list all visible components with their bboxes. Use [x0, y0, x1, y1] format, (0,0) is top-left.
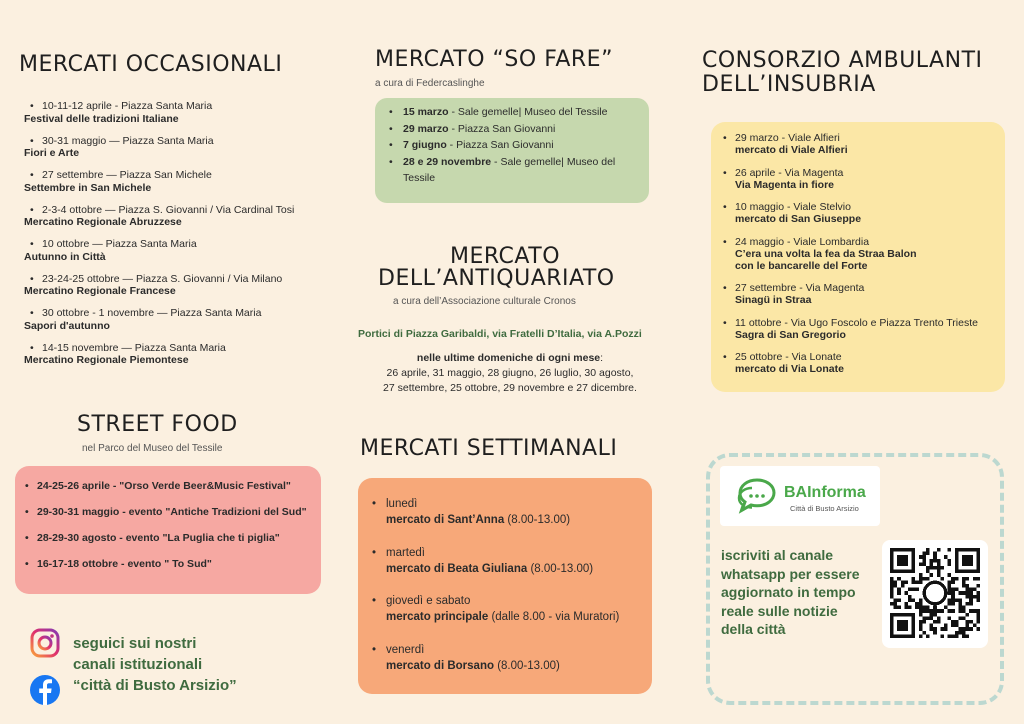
consorzio-event-name: Via Magenta in fiore	[735, 178, 834, 191]
consorzio-event-when: • 25 ottobre - Via Lonate	[735, 351, 842, 363]
settimanali-day: • venerdì	[386, 642, 644, 658]
whatsapp-qr-code[interactable]	[882, 540, 988, 648]
settimanali-box	[358, 478, 652, 694]
consorzio-event-when: • 24 maggio - Viale Lombardia	[735, 235, 870, 248]
sofare-item-date: 7 giugno	[403, 139, 447, 151]
streetfood-subtitle: nel Parco del Museo del Tessile	[82, 443, 223, 454]
social-line-2: canali istituzionali	[73, 656, 203, 673]
sofare-item	[403, 154, 639, 187]
occasionali-event-name: Mercatino Regionale Abruzzese	[24, 216, 182, 228]
streetfood-title: STREET FOOD	[77, 412, 238, 437]
consorzio-title-2: DELL’INSUBRIA	[702, 72, 876, 97]
settimanali-day: • lunedì	[386, 496, 644, 512]
occasionali-event	[24, 307, 344, 332]
streetfood-item: • 29-30-31 maggio - evento "Antiche Tradizioni del Sud"	[37, 506, 313, 518]
sofare-item-place: - Sale gemelle| Museo del Tessile	[403, 155, 616, 184]
bainforma-logo[interactable]	[720, 466, 880, 526]
consorzio-event	[735, 317, 995, 341]
occasionali-event-name: Sapori d'autunno	[24, 319, 110, 332]
settimanali-desc	[386, 609, 644, 625]
settimanali-title: MERCATI SETTIMANALI	[360, 436, 618, 461]
settimanali-desc	[386, 512, 644, 528]
occasionali-event-when: • 10 ottobre — Piazza Santa Maria	[24, 238, 344, 251]
sofare-item-date: 15 marzo	[403, 106, 449, 118]
occasionali-event-name: Fiori e Arte	[24, 147, 80, 159]
settimanali-market: mercato principale	[386, 611, 489, 623]
occasionali-event-name: Mercatino Regionale Piemontese	[24, 354, 189, 366]
sofare-item-place: - Sale gemelle| Museo del Tessile	[448, 106, 608, 118]
occasionali-event	[24, 204, 344, 229]
settimanali-desc	[386, 658, 644, 674]
bainforma-text-1: iscriviti al canale	[721, 547, 834, 563]
sofare-item	[403, 104, 639, 121]
sofare-item	[403, 121, 639, 138]
streetfood-box	[15, 466, 321, 594]
social-text	[73, 633, 237, 696]
settimanali-desc	[386, 561, 644, 577]
consorzio-event-name: C’era una volta la fea da Straa Balon	[735, 247, 917, 260]
settimanali-item	[386, 496, 644, 528]
antiquariato-title-2: DELL’ANTIQUARIATO	[378, 266, 615, 291]
settimanali-day: • martedì	[386, 545, 644, 561]
bainforma-text-5: della città	[721, 621, 786, 637]
bainforma-text-4: reale sulle notizie	[721, 602, 838, 619]
settimanali-item	[386, 545, 644, 577]
consorzio-event-when: • 27 settembre - Via Magenta	[735, 282, 865, 294]
consorzio-event-name: mercato di Via Lonate	[735, 363, 844, 375]
consorzio-event	[735, 167, 995, 191]
occasionali-event-when: • 2-3-4 ottobre — Piazza S. Giovanni / Via Cardinal Tosi	[24, 204, 344, 217]
sofare-item-place: - Piazza San Giovanni	[448, 122, 556, 135]
sofare-title: MERCATO “SO FARE”	[375, 47, 613, 72]
antiquariato-dates-1: 26 aprile, 31 maggio, 28 giugno, 26 luglio, 30 agosto,	[386, 367, 634, 379]
settimanali-item	[386, 642, 644, 674]
occasionali-event	[24, 342, 344, 367]
consorzio-event	[735, 236, 995, 272]
settimanali-market: mercato di Sant’Anna	[386, 514, 505, 526]
bainforma-text-2: whatsapp per essere	[721, 565, 860, 582]
consorzio-event-name: Sinagü in Straa	[735, 294, 812, 306]
antiquariato-when-colon: :	[600, 352, 604, 364]
settimanali-day: • giovedì e sabato	[386, 593, 644, 609]
occasionali-event	[24, 135, 344, 160]
sofare-box	[375, 98, 649, 203]
social-line-1: seguici sui nostri	[73, 635, 197, 652]
settimanali-market: mercato di Beata Giuliana	[386, 562, 528, 575]
consorzio-title-1: CONSORZIO AMBULANTI	[702, 48, 983, 73]
consorzio-event-when: • 11 ottobre - Via Ugo Foscolo e Piazza Trento Trieste	[735, 316, 978, 329]
sofare-item-date: 29 marzo	[403, 122, 449, 135]
antiquariato-title-1: MERCATO	[449, 244, 561, 269]
occasionali-event-name: Settembre in San Michele	[24, 181, 152, 194]
consorzio-event-name: mercato di Viale Alfieri	[735, 144, 848, 156]
antiquariato-when	[358, 351, 662, 396]
facebook-icon[interactable]	[29, 674, 61, 706]
sofare-item-place: - Piazza San Giovanni	[446, 139, 554, 151]
consorzio-event	[735, 282, 995, 306]
occasionali-event-when: • 30-31 maggio — Piazza Santa Maria	[24, 135, 344, 148]
occasionali-event-when: • 10-11-12 aprile - Piazza Santa Maria	[24, 100, 344, 113]
settimanali-hours: (8.00-13.00)	[494, 659, 560, 672]
consorzio-event	[735, 132, 995, 156]
occasionali-event	[24, 169, 344, 194]
settimanali-item	[386, 593, 644, 625]
bainforma-logo-sub: Città di Busto Arsizio	[790, 504, 859, 513]
streetfood-item: • 24-25-26 aprile - "Orso Verde Beer&Music Festival"	[37, 480, 313, 492]
settimanali-hours: (8.00-13.00)	[504, 514, 571, 526]
occasionali-event-when: • 27 settembre — Piazza San Michele	[24, 169, 344, 182]
occasionali-list	[24, 100, 344, 376]
streetfood-item: • 16-17-18 ottobre - evento " To Sud"	[37, 558, 313, 570]
consorzio-event-when: • 29 marzo - Viale Alfieri	[735, 132, 840, 144]
occasionali-event-when: • 23-24-25 ottobre — Piazza S. Giovanni / Via Milano	[24, 273, 344, 286]
social-line-3: “città di Busto Arsizio”	[73, 677, 237, 694]
settimanali-hours: (8.00-13.00)	[527, 562, 594, 575]
antiquariato-dates-2: 27 settembre, 25 ottobre, 29 novembre e 27 dicembre.	[383, 382, 637, 394]
consorzio-event-name: mercato di San Giuseppe	[735, 213, 862, 225]
antiquariato-place: Portici di Piazza Garibaldi, via Fratelli D’Italia, via A.Pozzi	[358, 328, 642, 340]
consorzio-event	[735, 351, 995, 375]
occasionali-event	[24, 273, 344, 298]
antiquariato-when-label: nelle ultime domeniche di ogni mese	[416, 352, 601, 364]
sofare-subtitle: a cura di Federcaslinghe	[375, 78, 485, 89]
bainforma-text-3: aggiornato in tempo	[721, 584, 856, 600]
bainforma-logo-name: BAInforma	[784, 484, 866, 501]
occasionali-event	[24, 100, 344, 125]
streetfood-item: • 28-29-30 agosto - evento "La Puglia che ti piglia"	[37, 532, 313, 544]
sofare-item-date: 28 e 29 novembre	[403, 155, 492, 168]
occasionali-event-name: Festival delle tradizioni Italiane	[24, 112, 179, 125]
settimanali-hours: (dalle 8.00 - via Muratori)	[488, 611, 620, 623]
instagram-icon[interactable]	[30, 628, 60, 658]
consorzio-event-when: • 26 aprile - Via Magenta	[735, 166, 844, 179]
consorzio-box	[711, 122, 1005, 392]
consorzio-event-name-2: con le bancarelle del Forte	[735, 259, 868, 272]
occasionali-event-name: Autunno in Città	[24, 250, 106, 263]
occasionali-title: MERCATI OCCASIONALI	[19, 52, 283, 77]
consorzio-event-name: Sagra di San Gregorio	[735, 328, 846, 341]
consorzio-event	[735, 201, 995, 225]
bainforma-text	[721, 546, 860, 639]
sofare-item	[403, 137, 639, 154]
occasionali-event-name: Mercatino Regionale Francese	[24, 285, 176, 297]
occasionali-event-when: • 14-15 novembre — Piazza Santa Maria	[24, 342, 344, 355]
antiquariato-subtitle: a cura dell’Associazione culturale Cronos	[393, 296, 576, 307]
occasionali-event-when: • 30 ottobre - 1 novembre — Piazza Santa Maria	[24, 307, 344, 320]
settimanali-market: mercato di Borsano	[386, 659, 494, 672]
chat-bubbles-icon	[732, 474, 778, 518]
consorzio-event-when: • 10 maggio - Viale Stelvio	[735, 201, 851, 213]
